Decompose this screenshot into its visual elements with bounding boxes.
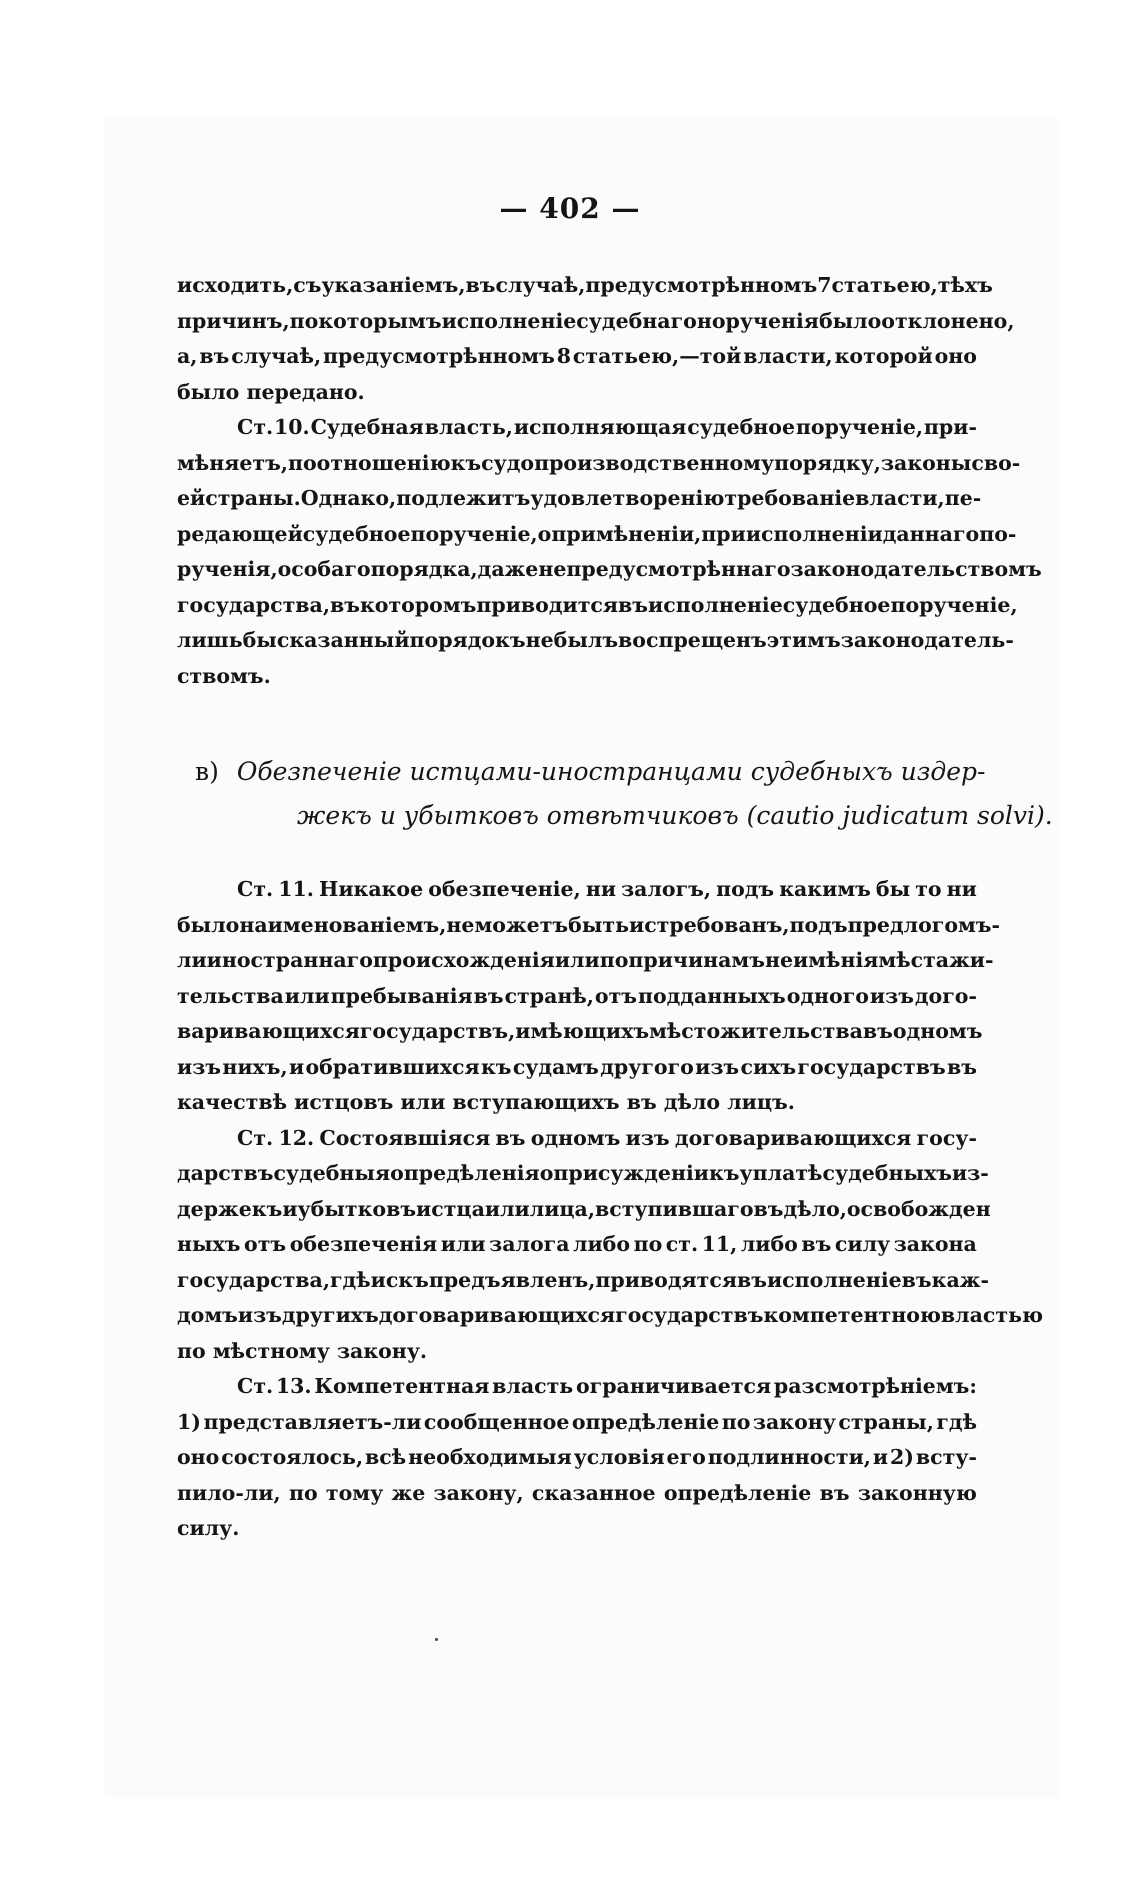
word: из- [951, 1161, 989, 1185]
word: либо [740, 1232, 798, 1256]
word: изъ [237, 1303, 282, 1327]
text-line: силу. [177, 1516, 240, 1540]
word: судебное [782, 592, 891, 617]
word: ограничивается [575, 1374, 772, 1398]
word: страны, [838, 1409, 934, 1434]
word: и [282, 1196, 298, 1221]
word: предусмотрѣнномъ [323, 344, 555, 368]
text-line [177, 1476, 977, 1512]
word: въ [473, 983, 504, 1008]
word: ст. [665, 1232, 699, 1256]
word: изъ [177, 1054, 222, 1079]
word: при- [923, 415, 977, 439]
text-line [177, 1156, 989, 1192]
word: то [915, 877, 942, 901]
text-line: по мѣстному закону. [177, 1338, 428, 1363]
text-line [177, 1227, 977, 1263]
word: имѣющихъ [515, 1019, 650, 1043]
word: статьею, [831, 273, 938, 297]
text-line: качествѣ истцовъ или вступающихъ въ дѣло лицъ. [177, 1090, 795, 1114]
word: залогъ, [621, 877, 712, 901]
text-line [177, 304, 1015, 340]
word: къ [708, 1161, 740, 1185]
word: исполненіи [745, 521, 883, 546]
word: по [287, 450, 317, 475]
word: обезпеченія [289, 1232, 438, 1256]
word: и [288, 1054, 305, 1079]
word: къ [450, 450, 482, 475]
word: по [599, 948, 629, 972]
word: къ [480, 1054, 512, 1079]
word: или [554, 948, 600, 972]
word: исполненіе [648, 592, 783, 617]
word: его [666, 1445, 706, 1469]
word: необходимыя [408, 1445, 572, 1469]
word: закону, [433, 1480, 524, 1505]
word: происхожденія [372, 948, 555, 972]
word: а, [177, 344, 198, 368]
word: отношенію [316, 450, 451, 475]
word: жительства [720, 1019, 863, 1043]
word: Судебная [310, 415, 424, 439]
word: мѣсто [649, 1019, 721, 1043]
word: искъ [370, 1267, 429, 1292]
word: Ст. [237, 877, 274, 901]
word: дарствъ [177, 1161, 274, 1185]
word: Однако, [300, 486, 397, 510]
word: законы [880, 450, 972, 475]
word: нихъ, [222, 1054, 288, 1079]
text-line [177, 1263, 989, 1299]
word: въ [947, 1054, 977, 1079]
word: исходить, [177, 273, 294, 297]
word: статьею,—той [572, 344, 742, 368]
word: въ [801, 1232, 832, 1256]
word: другихъ [281, 1303, 379, 1327]
word: 2) [890, 1445, 914, 1469]
word: порядку, [774, 450, 881, 475]
word: либо [573, 1232, 631, 1256]
word: государства, [177, 592, 330, 617]
word: можетъ [474, 912, 569, 937]
word: компетентною [763, 1303, 941, 1327]
word: государствъ [615, 1303, 764, 1327]
word: какимъ [779, 877, 871, 901]
word: ныхъ [177, 1232, 241, 1256]
word: особаго [277, 557, 371, 581]
word: исполненіе [766, 1267, 902, 1292]
word: рученія, [177, 557, 278, 581]
word: отъ [594, 983, 637, 1008]
word: судебныхъ [822, 1161, 952, 1185]
word: было [177, 912, 240, 937]
word: исполняющая [513, 415, 687, 439]
text-line [177, 943, 994, 979]
text-line [177, 623, 1014, 659]
word: судебное [687, 415, 796, 439]
word: домъ [177, 1303, 238, 1327]
word: обезпеченіе, [428, 877, 581, 901]
word: сообщенное [423, 1409, 570, 1434]
word: судамъ [512, 1054, 599, 1079]
word: ли [177, 948, 207, 972]
word: тѣхъ [937, 273, 993, 297]
word: въ [736, 1267, 767, 1292]
page-body [177, 268, 1053, 1547]
word: залога [489, 1232, 570, 1256]
word: Ст. [237, 1125, 274, 1150]
word: страны. [205, 486, 301, 510]
word: порядокъ [409, 628, 526, 652]
word: опредѣленія [390, 1161, 540, 1185]
word: законодательствомъ [790, 557, 1042, 581]
word: пе- [944, 486, 982, 510]
word: всту- [915, 1445, 977, 1469]
word: лица, [529, 1196, 595, 1221]
word: убытковъ [297, 1196, 417, 1221]
text-line [177, 1121, 977, 1157]
word: мѣста [878, 948, 950, 972]
word: предусмотрѣнномъ [585, 273, 818, 297]
word: порученіе, [410, 521, 538, 546]
text-line [177, 446, 1021, 482]
word: о [539, 1161, 554, 1185]
word: порученіе, [890, 592, 1018, 617]
word: мѣняетъ, [177, 450, 288, 475]
article-12 [177, 1121, 1044, 1370]
word: обратившихся [305, 1054, 480, 1079]
word: опредѣленіе [663, 1480, 812, 1505]
word: Никакое [318, 877, 424, 901]
word: государства, [177, 1267, 330, 1292]
word: порученіе, [795, 415, 924, 439]
word: дого- [914, 983, 977, 1008]
word: отъ [244, 1232, 287, 1256]
word: изъ [625, 1125, 670, 1150]
word: въ [819, 1480, 850, 1505]
word: судебное [302, 521, 411, 546]
text-line [177, 908, 1001, 944]
word: бы [875, 877, 911, 901]
word: Компетентная [314, 1374, 490, 1398]
word: власти, [855, 486, 945, 510]
word: ни [946, 877, 977, 901]
word: одномъ [530, 1125, 621, 1150]
word: подлинности, [707, 1445, 871, 1469]
word: редающей [177, 521, 303, 546]
text-line [177, 1405, 977, 1441]
word: даннаго [882, 521, 980, 546]
text-line [177, 1192, 991, 1228]
word: по- [979, 521, 1017, 546]
word: ни [585, 877, 617, 901]
word: которой [834, 344, 933, 368]
word: держекъ [177, 1196, 283, 1221]
word: всѣ [365, 1445, 407, 1469]
word: изъ [869, 983, 914, 1008]
article-13 [177, 1369, 977, 1547]
text-line: было передано. [177, 379, 365, 404]
word: этимъ [766, 628, 841, 652]
article-10 [177, 410, 1042, 694]
word: въ [199, 344, 230, 368]
word: вступившаго [594, 1196, 754, 1221]
word: Ст. [237, 1374, 274, 1398]
word: судебнаго [576, 308, 697, 333]
word: подъ [789, 912, 848, 937]
word: было [818, 308, 882, 333]
word: ей [177, 486, 206, 510]
word: 11. [278, 877, 314, 901]
text-line [177, 481, 982, 517]
word: сказанное [531, 1480, 656, 1505]
word: 12. [278, 1125, 315, 1150]
word: уплатѣ [739, 1161, 823, 1185]
word: подъ [716, 877, 775, 901]
word: одного [786, 983, 869, 1008]
word: предъявленъ, [428, 1267, 596, 1292]
word: гдѣ [329, 1267, 371, 1292]
word: Состоявшіяся [319, 1125, 491, 1150]
word: условія [573, 1445, 665, 1469]
word: 8 [556, 344, 571, 368]
heading-line [177, 750, 986, 794]
word: не [525, 628, 554, 652]
word: освобожден [846, 1196, 991, 1221]
word: истца [416, 1196, 485, 1221]
text-line [177, 1014, 983, 1050]
text-line: ствомъ. [177, 663, 271, 688]
word: жи- [949, 948, 994, 972]
word: странѣ, [504, 983, 594, 1008]
word: по [289, 308, 319, 333]
word: изъ [695, 1054, 740, 1079]
word: норученія [696, 308, 819, 333]
section-marker: в) [195, 757, 219, 786]
word: оно [177, 1445, 220, 1469]
word: присужденіи [553, 1161, 709, 1185]
page-number: — 402 — [499, 192, 641, 225]
text-line [177, 1369, 977, 1405]
text-line [177, 872, 977, 908]
word: которымъ [318, 308, 442, 333]
word: наименованіемъ, [239, 912, 447, 937]
paragraph-continuation [177, 268, 1015, 410]
word: лишь [177, 628, 243, 652]
word: и [872, 1445, 889, 1469]
word: же [391, 1480, 426, 1505]
word: съ [293, 273, 322, 297]
text-line [177, 552, 1042, 588]
text-line [177, 517, 1017, 553]
word: власть [492, 1374, 574, 1398]
word: другого [600, 1054, 694, 1079]
word: тому [325, 1480, 384, 1505]
word: государствъ [797, 1054, 946, 1079]
word: причинамъ [628, 948, 765, 972]
word: требованіе [724, 486, 856, 510]
word: гдѣ [936, 1409, 977, 1434]
word: истребованъ, [628, 912, 790, 937]
word: закону [752, 1409, 836, 1434]
word: 7 [817, 273, 832, 297]
word: госу- [916, 1125, 977, 1150]
word: неимѣнія [764, 948, 879, 972]
heading-line [177, 794, 1053, 838]
word: непредусмотрѣннаго [538, 557, 791, 581]
word: каж- [931, 1267, 989, 1292]
text-line [177, 979, 977, 1015]
word: въ [618, 592, 649, 617]
text-line [177, 1050, 977, 1086]
text-line [177, 1298, 1044, 1334]
word: примѣненіи, [551, 521, 702, 546]
word: судебныя [273, 1161, 391, 1185]
word: предлогомъ- [847, 912, 1001, 937]
word: не [446, 912, 475, 937]
word: разсмотрѣніемъ: [773, 1374, 977, 1398]
word: сихъ [740, 1054, 797, 1079]
word: въ [495, 1125, 526, 1150]
article-11 [177, 872, 1001, 1121]
word: дѣло, [783, 1196, 847, 1221]
word: силу [834, 1232, 891, 1256]
word: договаривающихся [674, 1125, 912, 1150]
text-line [177, 1440, 977, 1476]
word: въ [862, 1019, 893, 1043]
word: оно [934, 344, 977, 368]
word: одномъ [892, 1019, 983, 1043]
word: которомъ [359, 592, 477, 617]
text-line [177, 268, 993, 304]
word: властью [940, 1303, 1044, 1327]
word: тельства [177, 983, 284, 1008]
word: сказанный [276, 628, 410, 652]
text-line [177, 410, 977, 446]
word: опредѣленіе [571, 1409, 720, 1434]
word: по [633, 1232, 663, 1256]
word: указаніемъ, [321, 273, 466, 297]
word: подданныхъ [637, 983, 786, 1008]
word: 13. [275, 1374, 312, 1398]
word: власти, [743, 344, 833, 368]
word: представляетъ-ли [203, 1409, 422, 1434]
heading-text-2: жекъ и убытковъ отвѣтчиковъ (cautio judicatum solvi). [297, 801, 1053, 830]
word: иностраннаго [206, 948, 373, 972]
heading-text-1: Обезпеченіе истцами-иностранцами судебныхъ издер- [236, 757, 986, 786]
word: варивающихся [177, 1019, 360, 1043]
word: причинъ, [177, 308, 290, 333]
word: законодатель- [840, 628, 1014, 652]
word: 10. [274, 415, 310, 439]
word: даже [477, 557, 539, 581]
word: исполненіе [441, 308, 577, 333]
word: пребыванія [330, 983, 473, 1008]
word: отклонено, [881, 308, 1015, 333]
word: о [537, 521, 552, 546]
word: быть [568, 912, 629, 937]
word: сво- [971, 450, 1021, 475]
word: состоялось, [221, 1445, 364, 1469]
word: приводятся [595, 1267, 737, 1292]
word: при [701, 521, 746, 546]
word: законную [857, 1480, 977, 1505]
word: или [484, 1196, 530, 1221]
word: въ [465, 273, 496, 297]
word: 1) [177, 1409, 201, 1434]
word: договаривающихся [378, 1303, 616, 1327]
word: былъ [553, 628, 619, 652]
word: государствъ, [359, 1019, 516, 1043]
word: закона [893, 1232, 977, 1256]
word: или [440, 1232, 486, 1256]
word: 11, [701, 1232, 738, 1256]
word: случаѣ, [231, 344, 322, 368]
word: по [288, 1480, 318, 1505]
word: пило-ли, [177, 1480, 281, 1505]
word: случаѣ, [495, 273, 586, 297]
word: порядка, [370, 557, 478, 581]
word: въ [753, 1196, 784, 1221]
text-line [177, 588, 1018, 624]
word: въ [329, 592, 360, 617]
word: судопроизводственному [481, 450, 775, 475]
word: въ [901, 1267, 932, 1292]
word: Ст. [237, 415, 274, 439]
text-line [177, 339, 977, 375]
word: или [284, 983, 330, 1008]
word: удовлетворенію [530, 486, 725, 510]
word: бы [242, 628, 277, 652]
word: воспрещенъ [618, 628, 767, 652]
word: подлежитъ [396, 486, 531, 510]
word: приводится [476, 592, 619, 617]
print-speck [435, 1638, 438, 1641]
word: по [721, 1409, 751, 1434]
word: власть, [424, 415, 513, 439]
section-heading [177, 750, 1053, 838]
